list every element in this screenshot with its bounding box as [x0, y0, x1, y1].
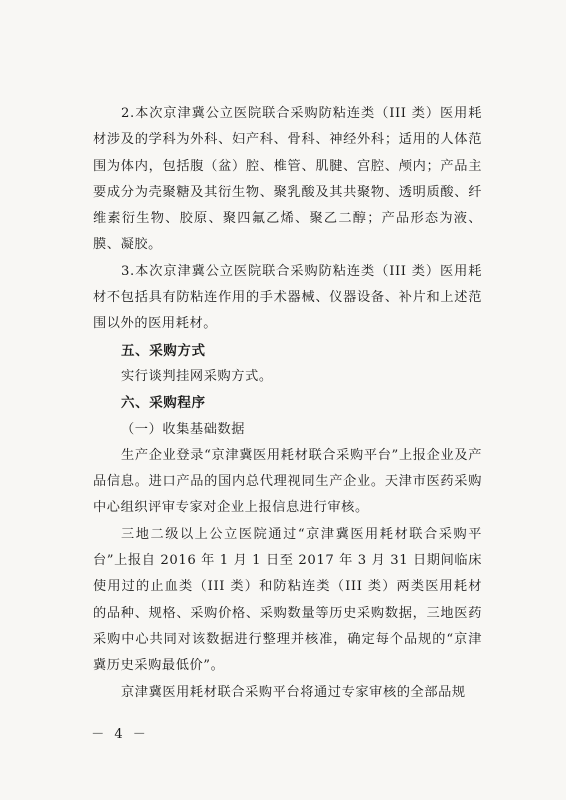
paragraph-procurement-method: 实行谈判挂网采购方式。	[121, 368, 273, 384]
page-number: － 4 －	[91, 727, 149, 742]
paragraph-scope-disciplines: 2.本次京津冀公立医院联合采购防粘连类（III 类）医用耗材涉及的学科为外科、妇产科、骨科、神经外科；适用的人体范围为体内，包括腹（盆）腔、椎管、肌腱、宫腔、颅内；产品主要成分为壳聚糖及其衍生物、聚乳酸及其共聚物、透明质酸、纤维素衍生物、胶原、聚四氟乙烯、聚乙二醇；产品形态为液、膜、凝胶。	[93, 106, 482, 253]
section-heading-procurement-method: 五、采购方式	[121, 342, 206, 359]
section-heading-procurement-procedure: 六、采购程序	[121, 395, 206, 412]
paragraph-enterprise-reporting: 生产企业登录“京津冀医用耗材联合采购平台”上报企业及产品信息。进口产品的国内总代理视同生产企业。天津市医药采购中心组织评审专家对企业上报信息进行审核。	[93, 447, 482, 516]
paragraph-hospital-reporting: 三地二级以上公立医院通过“京津冀医用耗材联合采购平台”上报自 2016 年 1 月 1 日至 2017 年 3 月 31 日期间临床使用过的止血类（III 类）和防粘连类（III 类）两类医用耗材的品种、规格、采购价格、采购数量等历史采购数据，三地医药采购中心共同对该数据进行整理并核准，确定每个品规的“京津冀历史采购最低价”。	[93, 526, 482, 674]
document-body	[93, 101, 482, 706]
paragraph-scope-exclusions: 3.本次京津冀公立医院联合采购防粘连类（III 类）医用耗材不包括具有防粘连作用的手术器械、仪器设备、补片和上述范围以外的医用耗材。	[93, 263, 482, 332]
subsection-heading-collect-data: （一）收集基础数据	[121, 421, 246, 437]
paragraph-platform-continuation: 京津冀医用耗材联合采购平台将通过专家审核的全部品规	[121, 684, 466, 700]
